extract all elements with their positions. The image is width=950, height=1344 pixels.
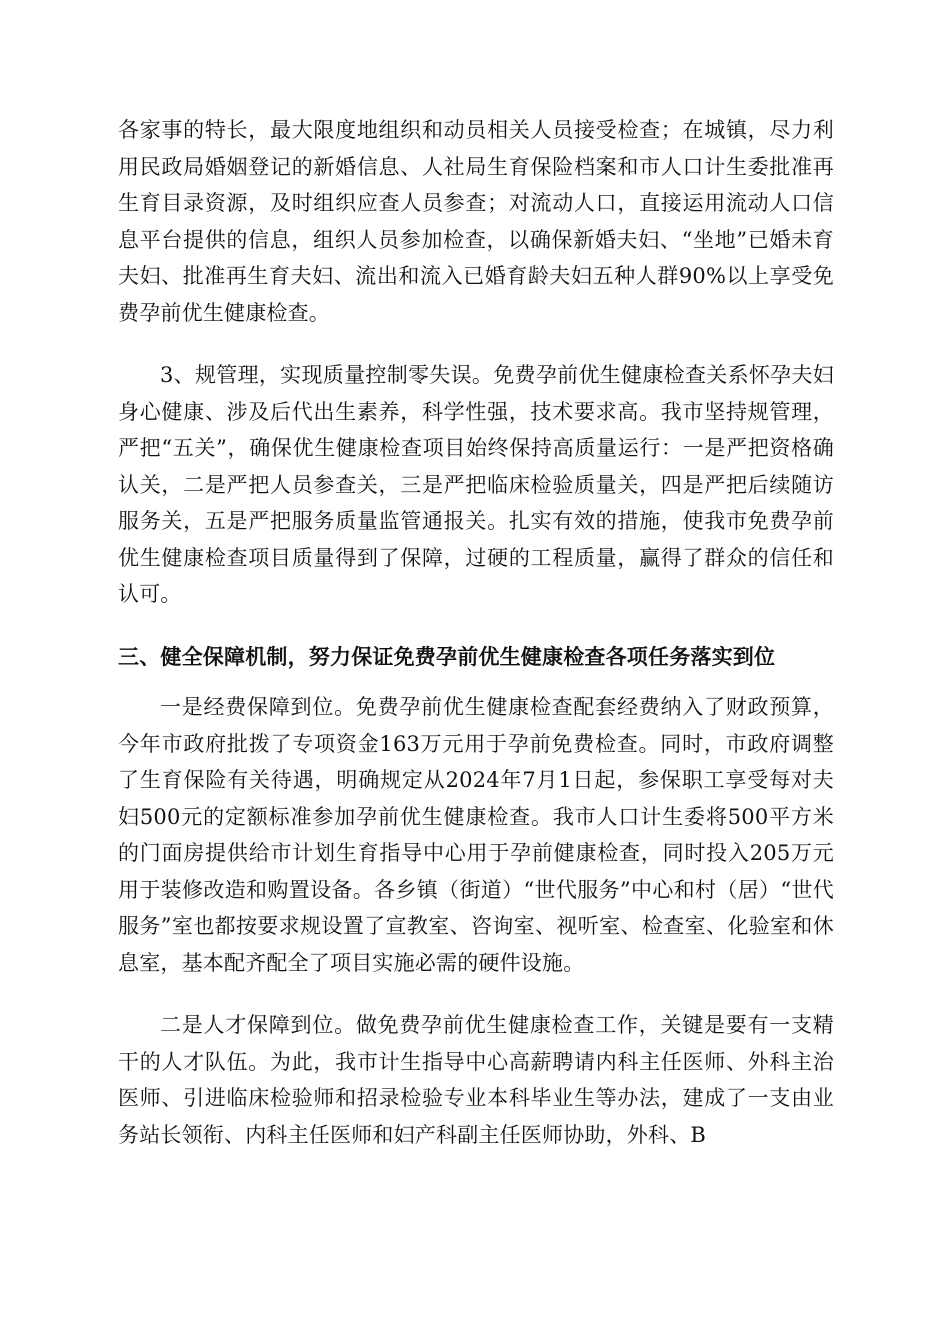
section-heading-guarantee: 三、健全保障机制，努力保证免费孕前优生健康检查各项任务落实到位 [118,644,776,669]
paragraph-talent: 二是人才保障到位。做免费孕前优生健康检查工作，关键是要有一支精干的人才队伍。为此，我市计生指导中心高薪聘请内科主任医师、外科主治医师、引进临床检验师和招录检验专业本科毕业生等办法，建成了一支由业务站长领衔、内科主任医师和妇产科副主任医师协助，外科、B [118,1013,834,1147]
paragraph-funding: 一是经费保障到位。免费孕前优生健康检查配套经费纳入了财政预算，今年市政府批拨了专项资金163万元用于孕前免费检查。同时，市政府调整了生育保险有关待遇，明确规定从2024年7月1日起，参保职工享受每对夫妇500元的定额标准参加孕前优生健康检查。我市人口计生委将500平方米的门面房提供给市计划生育指导中心用于孕前健康检查，同时投入205万元用于装修改造和购置设备。各乡镇（街道）“世代服务”中心和村（居）“世代服务”室也都按要求规设置了宣教室、咨询室、视听室、检查室、化验室和休息室，基本配齐配全了项目实施必需的硬件设施。 [118,695,834,975]
paragraph-continued: 各家事的特长，最大限度地组织和动员相关人员接受检查；在城镇，尽力利用民政局婚姻登记的新婚信息、人社局生育保险档案和市人口计生委批准再生育目录资源，及时组织应查人员参查；对流动人口，直接运用流动人口信息平台提供的信息，组织人员参加检查，以确保新婚夫妇、“坐地”已婚未育夫妇、批准再生育夫妇、流出和流入已婚育龄夫妇五种人群90%以上享受免费孕前优生健康检查。 [118,118,834,325]
document-body [118,112,834,1153]
paragraph-quality-control: 3、规管理，实现质量控制零失误。免费孕前优生健康检查关系怀孕夫妇身心健康、涉及后代出生素养，科学性强，技术要求高。我市坚持规管理，严把“五关”，确保优生健康检查项目始终保持高质量运行：一是严把资格确认关，二是严把人员参查关，三是严把临床检验质量关，四是严把后续随访服务关，五是严把服务质量监管通报关。扎实有效的措施，使我市免费孕前优生健康检查项目质量得到了保障，过硬的工程质量，赢得了群众的信任和认可。 [118,363,834,606]
